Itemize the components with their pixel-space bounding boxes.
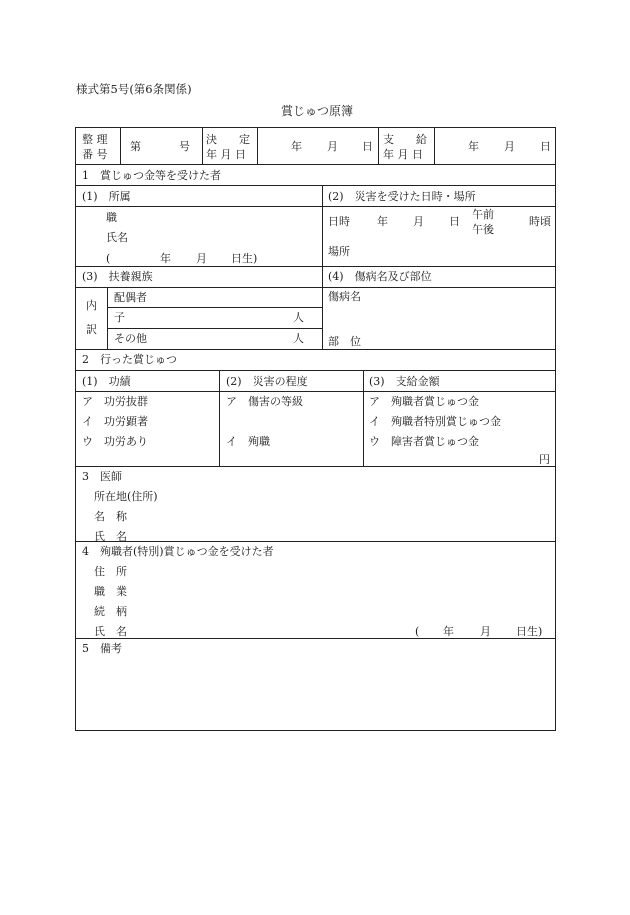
rule bbox=[76, 638, 555, 639]
koseki-item: ア 功労抜群 bbox=[82, 395, 148, 408]
recipient-birth-day: 日生) bbox=[516, 625, 543, 638]
ko-nin: 人 bbox=[293, 311, 304, 324]
shikyu-month: 月 bbox=[504, 140, 515, 153]
section-3-heading: 3 医師 bbox=[82, 470, 122, 483]
shokugyo-label: 職 業 bbox=[94, 585, 127, 598]
shikyu-day: 日 bbox=[540, 140, 551, 153]
shimei-label: 氏名 bbox=[106, 231, 128, 244]
koseki-item: イ 功労顕著 bbox=[82, 415, 148, 428]
fuyo-label: (3) 扶養親族 bbox=[82, 270, 153, 283]
teido-item-a: ア 傷害の等級 bbox=[226, 395, 303, 408]
saigai-label: (2) 災害を受けた日時・場所 bbox=[328, 190, 476, 203]
rule bbox=[363, 370, 364, 466]
shoku-label: 職 bbox=[106, 211, 117, 224]
teido-heading: (2) 災害の程度 bbox=[226, 375, 308, 388]
birth-month: 月 bbox=[196, 252, 207, 265]
shobyo-heading: (4) 傷病名及び部位 bbox=[328, 270, 432, 283]
seiri-label: 整 理 bbox=[82, 133, 108, 146]
rule bbox=[107, 307, 322, 308]
shobyomei-label: 傷病名 bbox=[328, 290, 361, 303]
bui-label: 部 位 bbox=[328, 335, 361, 348]
kettei-day: 日 bbox=[362, 140, 373, 153]
rule bbox=[76, 541, 555, 542]
nichiji-month: 月 bbox=[413, 215, 424, 228]
section-4-heading: 4 殉職者(特別)賞じゅつ金を受けた者 bbox=[82, 545, 274, 558]
nichiji-label: 日時 bbox=[328, 215, 350, 228]
rule bbox=[202, 128, 203, 164]
jusho-label: 住 所 bbox=[94, 565, 127, 578]
rule bbox=[322, 185, 323, 349]
rule bbox=[378, 128, 379, 164]
rule bbox=[76, 266, 555, 267]
shozaichi-label: 所在地(住所) bbox=[94, 490, 158, 503]
kettei-label: 決 定 bbox=[206, 133, 250, 146]
ko-label: 子 bbox=[114, 311, 125, 324]
shikyu-heading: (3) 支給金額 bbox=[369, 375, 440, 388]
rule bbox=[76, 349, 555, 350]
gou-label: 号 bbox=[179, 140, 190, 153]
en-label: 円 bbox=[539, 453, 550, 466]
teido-item-i: イ 殉職 bbox=[226, 435, 270, 448]
rule bbox=[107, 328, 322, 329]
shikyu-item: ア 殉職者賞じゅつ金 bbox=[369, 395, 479, 408]
kettei-month: 月 bbox=[327, 140, 338, 153]
koseki-heading: (1) 功績 bbox=[82, 375, 131, 388]
rule bbox=[76, 287, 555, 288]
recipient-birth-month: 月 bbox=[480, 625, 491, 638]
recipient-birth-open: ( bbox=[415, 625, 420, 638]
basho-label: 場所 bbox=[328, 245, 350, 258]
recipient-birth-year: 年 bbox=[443, 625, 454, 638]
gozen-label: 午前 bbox=[472, 208, 494, 221]
birth-year: 年 bbox=[160, 252, 171, 265]
section-5-heading: 5 備考 bbox=[82, 642, 122, 655]
birth-day: 日生) bbox=[231, 252, 258, 265]
nai-label: 内 bbox=[86, 299, 97, 312]
register-form-table bbox=[75, 127, 556, 731]
birth-open: ( bbox=[106, 252, 111, 265]
rule bbox=[76, 164, 555, 165]
rule bbox=[219, 370, 220, 466]
haiguusha-label: 配偶者 bbox=[114, 291, 147, 304]
doctor-name-label: 氏 名 bbox=[94, 530, 127, 543]
shozoku-label: (1) 所属 bbox=[82, 190, 131, 203]
rule bbox=[257, 128, 258, 164]
rule bbox=[76, 370, 555, 371]
koseki-item: ウ 功労あり bbox=[82, 435, 148, 448]
rule bbox=[120, 128, 121, 164]
shikyu-item: ウ 障害者賞じゅつ金 bbox=[369, 435, 479, 448]
recipient-name-label: 氏 名 bbox=[94, 625, 127, 638]
section-1-heading: 1 賞じゅつ金等を受けた者 bbox=[82, 169, 221, 182]
rule bbox=[76, 466, 555, 467]
rule bbox=[76, 185, 555, 186]
shikyu-item: イ 殉職者特別賞じゅつ金 bbox=[369, 415, 501, 428]
nichiji-day: 日 bbox=[449, 215, 460, 228]
bangou-label: 番 号 bbox=[82, 148, 108, 161]
shikyu-date-label: 年 月 日 bbox=[383, 148, 423, 161]
document-title: 賞じゅつ原簿 bbox=[281, 104, 354, 118]
yaku-label: 訳 bbox=[86, 323, 97, 336]
sonota-label: その他 bbox=[114, 332, 147, 345]
dai-label: 第 bbox=[130, 140, 141, 153]
meisho-label: 名 称 bbox=[94, 510, 127, 523]
shikyu-label: 支 給 bbox=[383, 133, 427, 146]
kettei-date-label: 年 月 日 bbox=[206, 148, 246, 161]
kettei-year: 年 bbox=[291, 140, 302, 153]
rule bbox=[76, 206, 555, 207]
rule bbox=[434, 128, 435, 164]
zokugara-label: 続 柄 bbox=[94, 605, 127, 618]
nichiji-year: 年 bbox=[377, 215, 388, 228]
section-2-heading: 2 行った賞じゅつ bbox=[82, 353, 177, 366]
gogo-label: 午後 bbox=[472, 223, 494, 236]
form-number: 様式第5号(第6条関係) bbox=[76, 82, 192, 96]
rule bbox=[107, 287, 108, 349]
sonota-nin: 人 bbox=[293, 332, 304, 345]
jikei-label: 時頃 bbox=[529, 215, 551, 228]
rule bbox=[76, 391, 555, 392]
shikyu-year: 年 bbox=[468, 140, 479, 153]
